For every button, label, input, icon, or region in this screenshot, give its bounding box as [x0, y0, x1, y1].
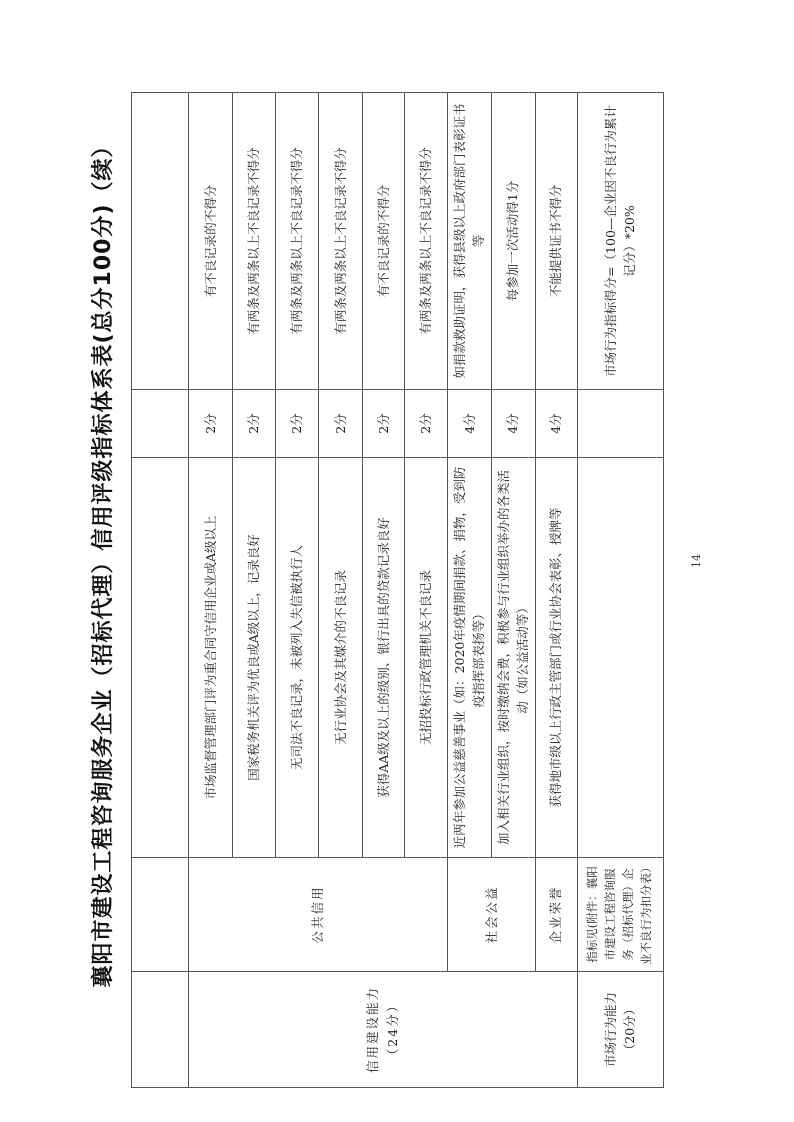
criteria-cell: 无行业协会及其媒介的不良记录	[319, 458, 363, 858]
rule-cell: 有两条及两条以上不良记录不得分	[276, 93, 319, 390]
rule-cell: 市场行为指标得分=（100—企业因不良行为累计记分）*20%	[577, 93, 663, 390]
subcategory-cell: 企业荣誉	[535, 858, 577, 972]
score-cell	[132, 390, 189, 458]
table-row	[535, 93, 577, 1088]
rule-cell: 不能提供证书不得分	[535, 93, 577, 390]
category-cell	[132, 972, 189, 1088]
criteria-cell: 加入相关行业组织，按时缴纳会费，积极参与行业组织举办的各类活动（如公益活动等）	[491, 458, 535, 858]
page-number: 14	[690, 554, 703, 568]
criteria-cell: 获得AA级及以上的级别、银行出具的贷款记录良好	[363, 458, 405, 858]
criteria-cell: 市场监督管理部门评为重合同守信用企业或A级以上	[189, 458, 233, 858]
category-cell: 市场行为能力（20分）	[577, 972, 663, 1088]
credit-rating-table	[131, 92, 664, 1088]
category-cell: 信用建设能力（24分）	[189, 972, 578, 1088]
score-cell: 2分	[276, 390, 319, 458]
rule-cell: 有两条及两条以上不良记录不得分	[233, 93, 276, 390]
score-cell: 4分	[448, 390, 492, 458]
rule-cell: 有不良记录的不得分	[189, 93, 233, 390]
table-row	[577, 93, 663, 1088]
criteria-cell	[577, 458, 663, 858]
criteria-cell: 近两年参加公益慈善事业（如：2020年疫情期间捐款、捐物，受到防疫指挥部表扬等）	[448, 458, 492, 858]
criteria-cell: 无司法不良记录，未被列入失信被执行人	[276, 458, 319, 858]
rule-cell	[132, 93, 189, 390]
rule-cell: 如捐款救助证明，获得县级以上政府部门表彰证书等	[448, 93, 492, 390]
rule-cell: 每参加一次活动得1分	[491, 93, 535, 390]
criteria-cell: 无招投标行政管理机关不良记录	[405, 458, 448, 858]
score-cell: 2分	[233, 390, 276, 458]
rule-cell: 有两条及两条以上不良记录不得分	[405, 93, 448, 390]
rule-cell: 有不良记录的不得分	[363, 93, 405, 390]
table-row	[448, 93, 492, 1088]
score-cell: 2分	[319, 390, 363, 458]
score-cell: 2分	[405, 390, 448, 458]
score-cell: 4分	[491, 390, 535, 458]
rule-cell: 有两条及两条以上不良记录不得分	[319, 93, 363, 390]
table-row	[189, 93, 233, 1088]
score-cell: 2分	[363, 390, 405, 458]
score-cell	[577, 390, 663, 458]
score-cell: 4分	[535, 390, 577, 458]
score-cell: 2分	[189, 390, 233, 458]
subcategory-cell: 公共信用	[189, 858, 448, 972]
criteria-cell: 获得地市级以上行政主管部门或行业协会表彰、授牌等	[535, 458, 577, 858]
subcategory-cell: 指标见(附件：襄阳市建设工程咨询服务（招标代理）企业不良行为扣分表）	[577, 858, 663, 972]
table-row	[132, 93, 189, 1088]
criteria-cell: 国家税务机关评为优良或A级以上，记录良好	[233, 458, 276, 858]
subcategory-cell: 社会公益	[448, 858, 536, 972]
criteria-cell	[132, 458, 189, 858]
page-title: 襄阳市建设工程咨询服务企业（招标代理）信用评级指标体系表(总分100分)（续）	[91, 134, 116, 988]
subcategory-cell	[132, 858, 189, 972]
